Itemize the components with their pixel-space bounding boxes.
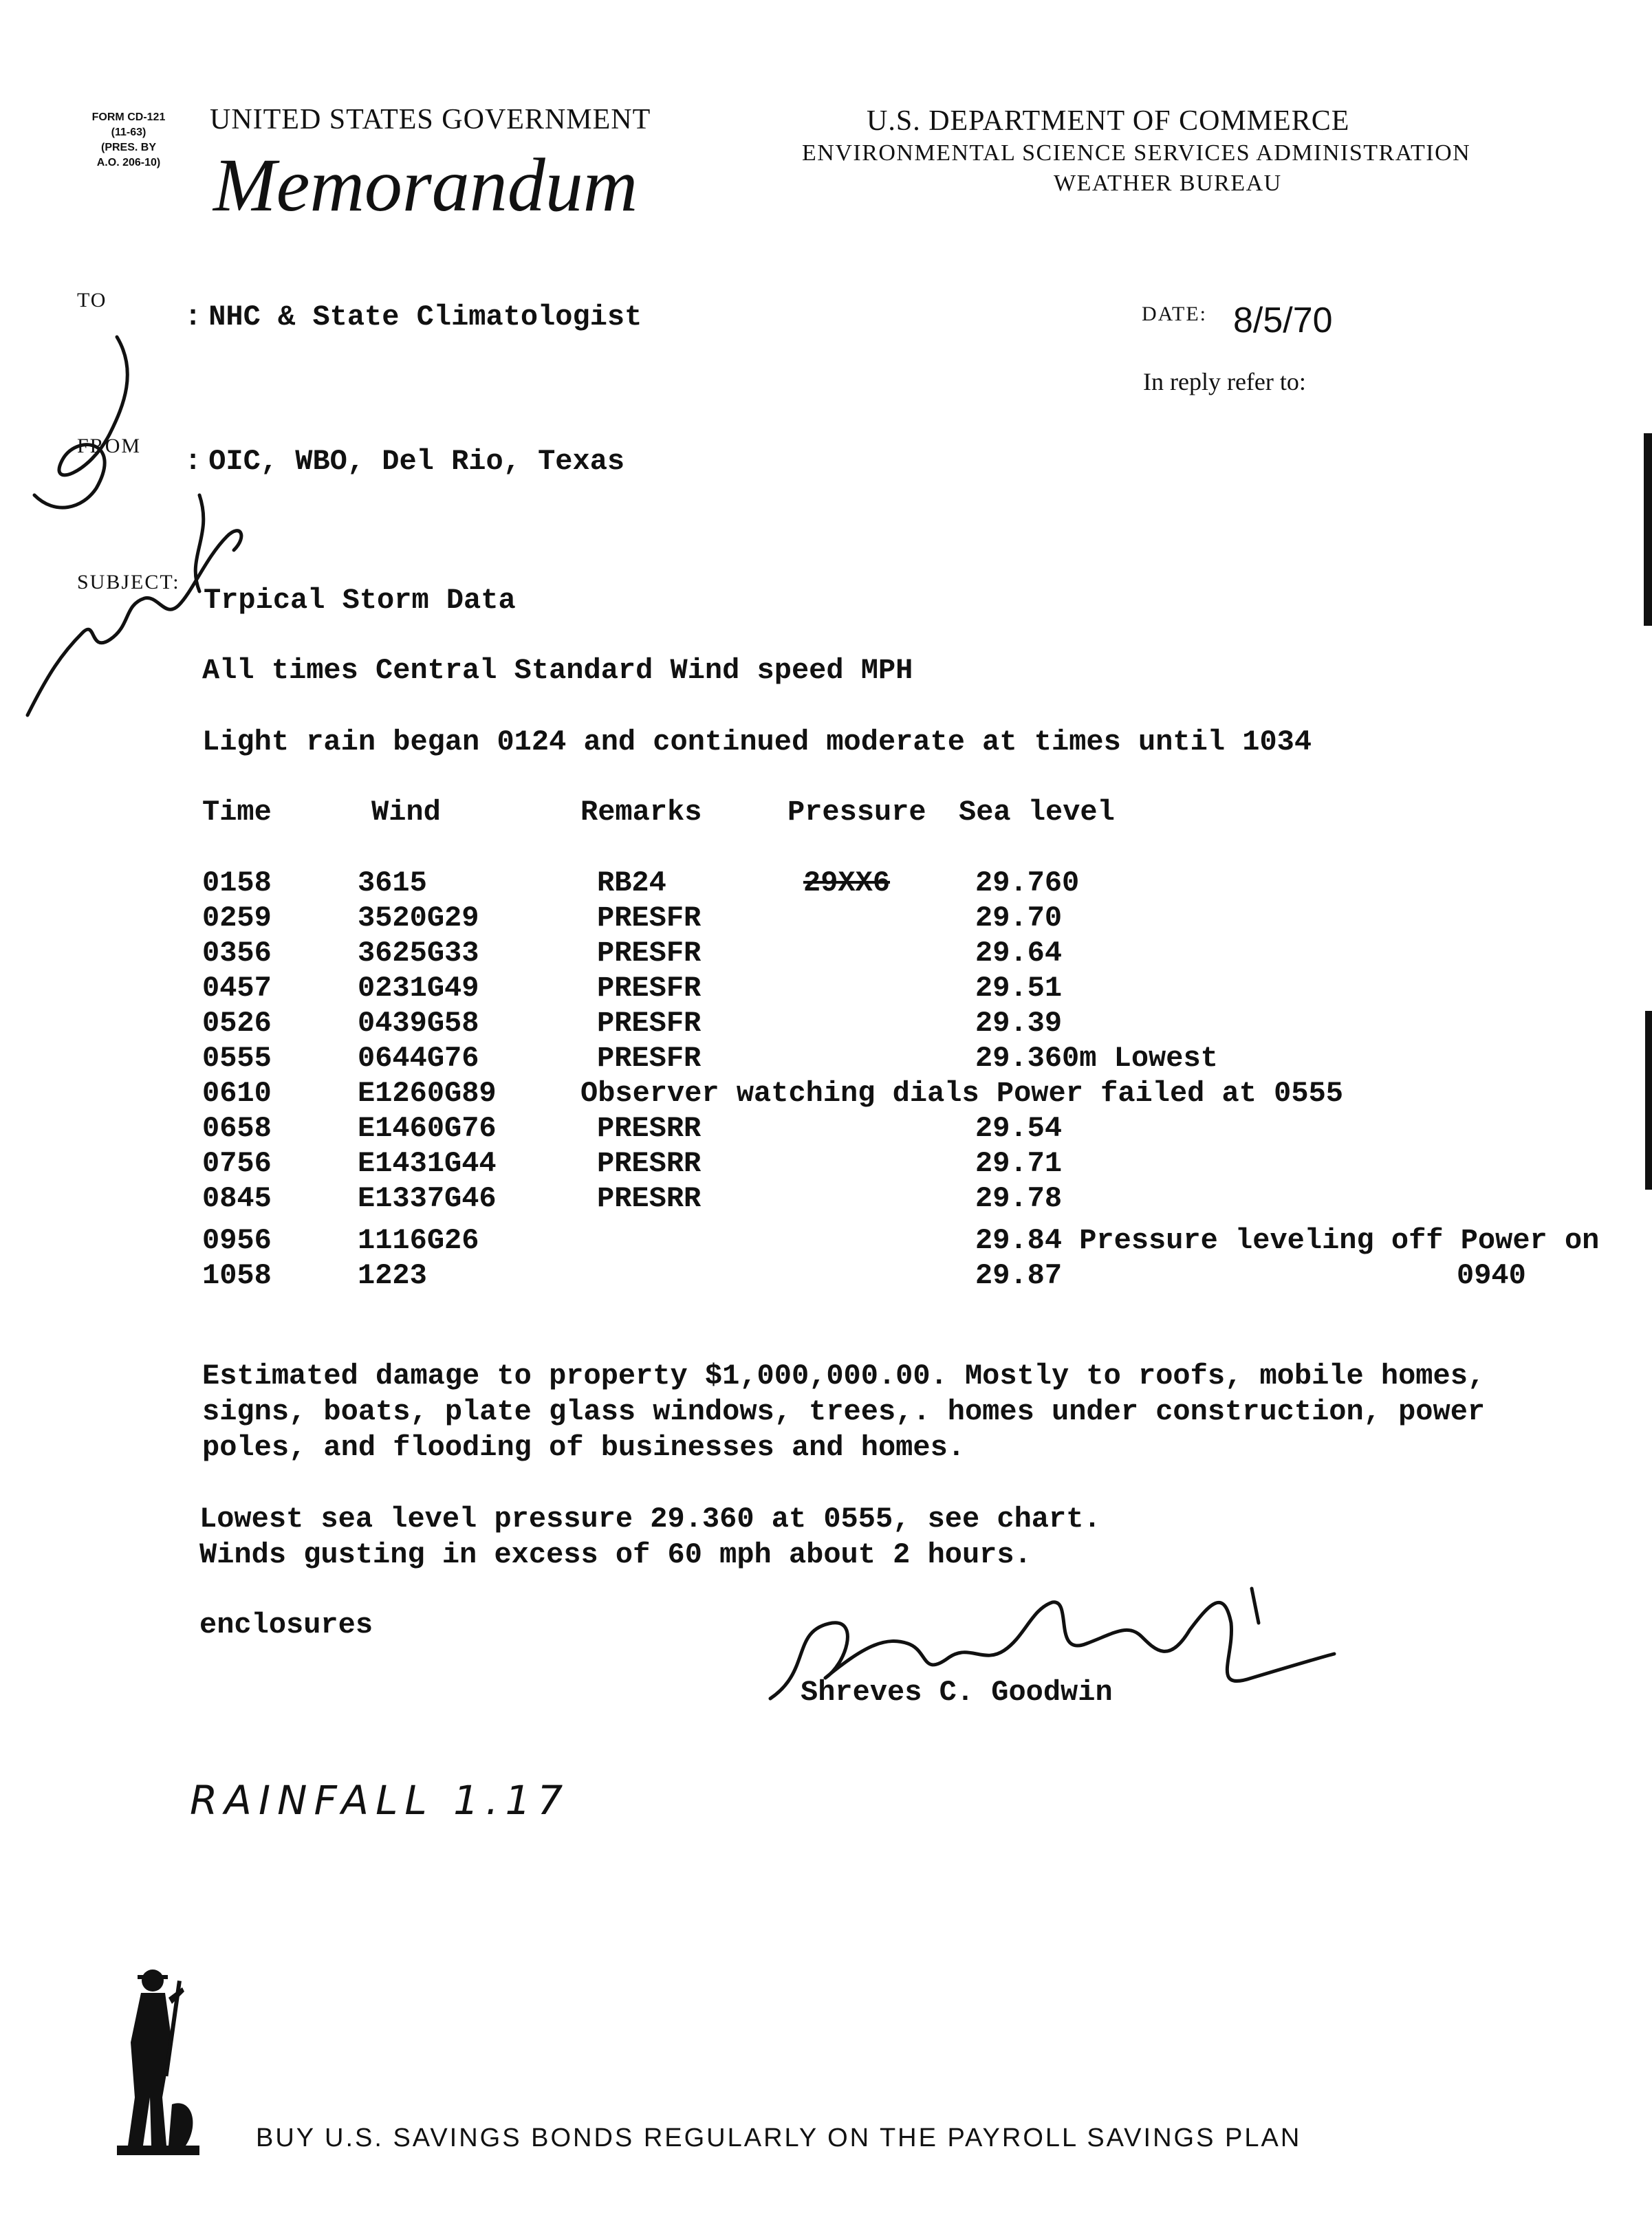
- row-wind: 0644G76: [358, 1042, 479, 1075]
- row-wind: E1460G76: [358, 1112, 497, 1145]
- damage-line-1: Estimated damage to property $1,000,000.00. Mostly to roofs, mobile homes,: [202, 1360, 1486, 1393]
- row-time: 0845: [202, 1182, 272, 1215]
- table-row: [0, 974, 1652, 1010]
- row-time: 0555: [202, 1042, 272, 1075]
- col-header-pressure: Pressure: [787, 796, 926, 829]
- row-sea-level: 29.87: [975, 1259, 1063, 1292]
- row-wind: E1260G89: [358, 1077, 497, 1110]
- row-sea-level: 29.51: [975, 972, 1063, 1005]
- table-row: [0, 1184, 1652, 1220]
- row-sea-level: 29.760: [975, 866, 1080, 899]
- body-line-timezone: All times Central Standard Wind speed MPH: [202, 654, 913, 687]
- table-row: [0, 939, 1652, 974]
- row-remarks: PRESRR: [597, 1182, 702, 1215]
- government-heading: UNITED STATES GOVERNMENT: [210, 104, 651, 135]
- form-id-line-4: A.O. 206-10): [96, 157, 161, 168]
- row-remarks: PRESFR: [597, 937, 702, 970]
- power-on-time: 0940: [1457, 1259, 1526, 1292]
- row-sea-level: 29.78: [975, 1182, 1063, 1215]
- row-wind: 3625G33: [358, 937, 479, 970]
- row-sea-level: 29.360m Lowest: [975, 1042, 1218, 1075]
- row-wind: E1337G46: [358, 1182, 497, 1215]
- row-sea-level: 29.71: [975, 1147, 1063, 1180]
- col-header-wind: Wind: [371, 796, 441, 829]
- row-wind: 0439G58: [358, 1007, 479, 1040]
- table-row: [0, 1079, 1652, 1115]
- row-time: 0956: [202, 1224, 272, 1257]
- savings-bonds-footer: BUY U.S. SAVINGS BONDS REGULARLY ON THE PAYROLL SAVINGS PLAN: [256, 2124, 1302, 2152]
- row-time: 1058: [202, 1259, 272, 1292]
- form-id-line-2: (11-63): [111, 127, 146, 138]
- form-id-line-1: FORM CD-121: [91, 111, 166, 123]
- table-row: [0, 1226, 1652, 1262]
- department-name: U.S. DEPARTMENT OF COMMERCE: [867, 105, 1350, 137]
- row-time: 0259: [202, 902, 272, 935]
- reply-refer: In reply refer to:: [1143, 368, 1306, 395]
- memo-title: Memorandum: [213, 143, 638, 227]
- row-wind: 3520G29: [358, 902, 479, 935]
- row-remarks: PRESFR: [597, 902, 702, 935]
- scan-edge-mark: [1644, 433, 1652, 626]
- row-wind: 3615: [358, 866, 427, 899]
- damage-line-2: signs, boats, plate glass windows, trees,. homes under construction, power: [202, 1395, 1486, 1428]
- table-row: [0, 1149, 1652, 1185]
- minuteman-emblem-icon: [103, 1960, 206, 2159]
- margin-handwriting: [7, 330, 254, 777]
- row-sea-level: 29.39: [975, 1007, 1063, 1040]
- subject-value: Trpical Storm Data: [204, 584, 516, 617]
- col-header-remarks: Remarks: [580, 796, 702, 829]
- row-time: 0526: [202, 1007, 272, 1040]
- row-sea-level: 29.84 Pressure leveling off Power on: [975, 1224, 1600, 1257]
- typed-signer-name: Shreves C. Goodwin: [801, 1676, 1113, 1709]
- from-value: : OIC, WBO, Del Rio, Texas: [184, 445, 625, 478]
- row-pressure-struck: 29XX6: [803, 866, 891, 899]
- row-remarks: PRESFR: [597, 972, 702, 1005]
- row-sea-level: 29.54: [975, 1112, 1063, 1145]
- table-row: [0, 1114, 1652, 1150]
- row-time: 0158: [202, 866, 272, 899]
- damage-line-3: poles, and flooding of businesses and homes.: [202, 1431, 965, 1464]
- to-value: : NHC & State Climatologist: [184, 301, 642, 334]
- form-id-line-3: (PRES. BY: [100, 142, 156, 153]
- form-id: [77, 110, 180, 171]
- date-label: DATE:: [1142, 303, 1207, 325]
- row-remarks: RB24: [597, 866, 666, 899]
- row-remarks: PRESFR: [597, 1007, 702, 1040]
- table-row: [0, 1261, 1652, 1297]
- date-value: 8/5/70: [1233, 301, 1333, 340]
- subject-label: SUBJECT:: [77, 571, 180, 593]
- row-remarks: PRESFR: [597, 1042, 702, 1075]
- row-sea-level: 29.70: [975, 902, 1063, 935]
- row-time: 0457: [202, 972, 272, 1005]
- row-remarks: PRESRR: [597, 1147, 702, 1180]
- body-line-rain: Light rain began 0124 and continued moderate at times until 1034: [202, 725, 1312, 759]
- summary-line-2: Winds gusting in excess of 60 mph about 2 hours.: [199, 1538, 1032, 1571]
- summary-line-1: Lowest sea level pressure 29.360 at 0555, see chart.: [199, 1503, 1101, 1536]
- row-sea-level: 29.64: [975, 937, 1063, 970]
- table-row: [0, 866, 1652, 904]
- row-remarks: PRESRR: [597, 1112, 702, 1145]
- scan-edge-mark: [1645, 1011, 1652, 1190]
- row-time: 0756: [202, 1147, 272, 1180]
- table-row: [0, 1044, 1652, 1080]
- col-header-sea-level: Sea level: [959, 796, 1115, 829]
- from-label: FROM: [77, 435, 142, 457]
- row-time: 0658: [202, 1112, 272, 1145]
- to-label: TO: [77, 289, 107, 312]
- from-sender: OIC, WBO, Del Rio, Texas: [208, 445, 625, 478]
- col-header-time: Time: [202, 796, 272, 829]
- row-time: 0356: [202, 937, 272, 970]
- row-remarks: Observer watching dials Power failed at 0555: [580, 1077, 1343, 1110]
- row-wind: 0231G49: [358, 972, 479, 1005]
- table-row: [0, 904, 1652, 939]
- enclosures-note: enclosures: [199, 1608, 373, 1641]
- to-recipient: NHC & State Climatologist: [208, 301, 642, 334]
- administration-name: ENVIRONMENTAL SCIENCE SERVICES ADMINISTRATION: [802, 140, 1471, 166]
- row-wind: 1223: [358, 1259, 427, 1292]
- bureau-name: WEATHER BUREAU: [1054, 171, 1282, 196]
- row-wind: E1431G44: [358, 1147, 497, 1180]
- table-row: [0, 1009, 1652, 1045]
- row-wind: 1116G26: [358, 1224, 479, 1257]
- row-time: 0610: [202, 1077, 272, 1110]
- handwritten-rainfall-note: RAINFALL 1.17: [190, 1777, 570, 1824]
